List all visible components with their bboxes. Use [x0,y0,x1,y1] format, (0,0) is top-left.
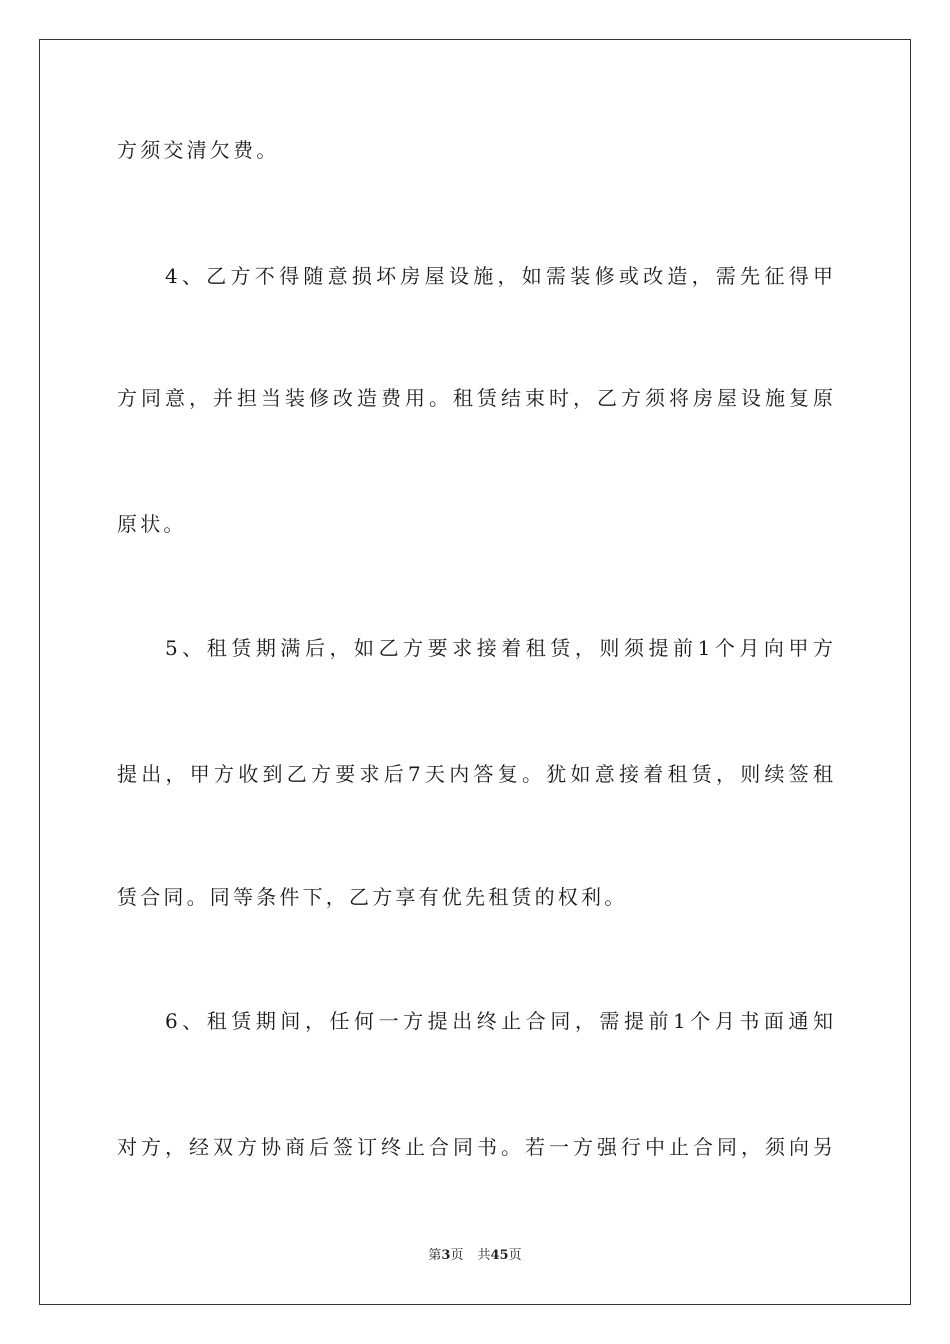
text-line-1: 方须交清欠费。 [117,138,280,162]
text-line-7: 赁合同。同等条件下，乙方享有优先租赁的权利。 [117,885,628,909]
text-line-9: 对方，经双方协商后签订终止合同书。若一方强行中止合同，须向另 [117,1135,833,1159]
text-line-2: 4、乙方不得随意损坏房屋设施，如需装修或改造，需先征得甲 [165,264,833,288]
text-line-3: 方同意，并担当装修改造费用。租赁结束时，乙方须将房屋设施复原 [117,386,833,410]
text-line-8: 6、租赁期间，任何一方提出终止合同，需提前1个月书面通知 [165,1009,833,1033]
text-line-5: 5、租赁期满后，如乙方要求接着租赁，则须提前1个月向甲方 [165,636,833,660]
page-border [39,39,911,1305]
page-number: 3 [441,1248,451,1263]
total-pages: 45 [490,1248,509,1263]
total-suffix: 页 [508,1248,522,1263]
page-prefix: 第 [428,1248,442,1263]
page-suffix: 页 [450,1248,464,1263]
text-line-4: 原状。 [117,512,187,536]
text-line-6: 提出，甲方收到乙方要求后7天内答复。犹如意接着租赁，则续签租 [117,762,833,786]
page-footer [0,1247,950,1265]
total-prefix: 共 [477,1248,491,1263]
